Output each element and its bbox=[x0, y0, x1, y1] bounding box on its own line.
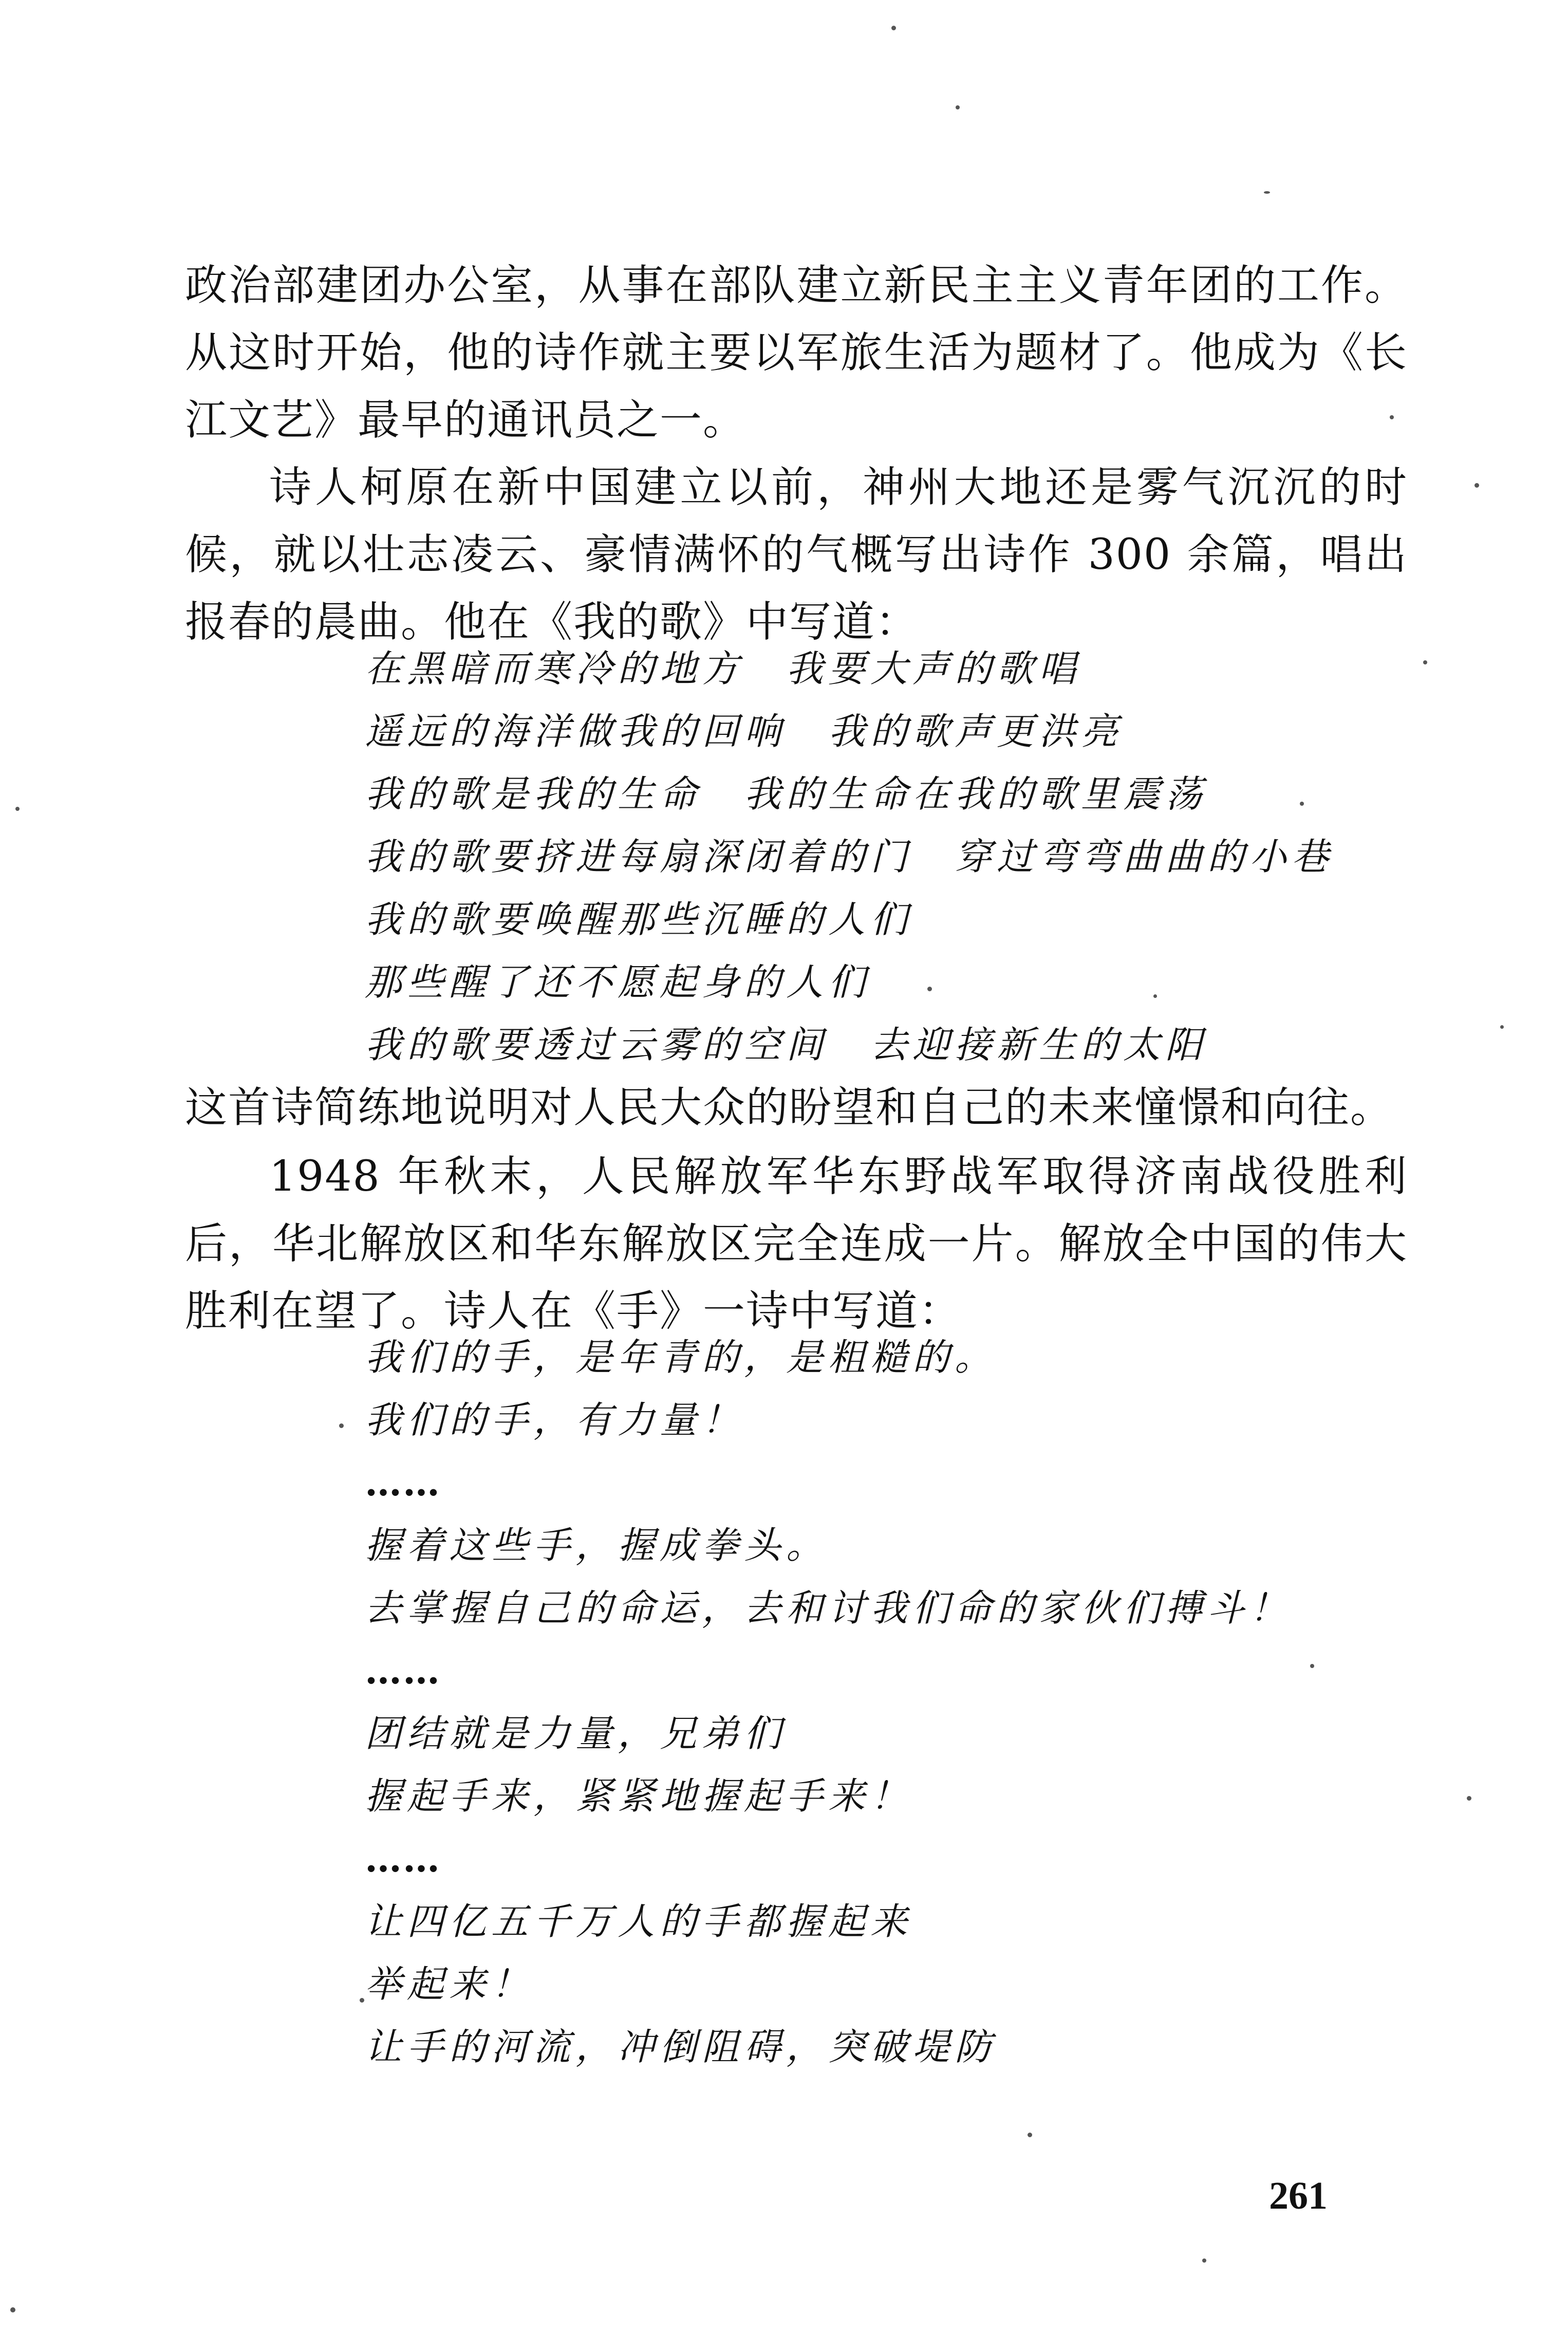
scan-speck bbox=[1028, 2133, 1032, 2137]
paragraph-poet-ke-yuan bbox=[185, 454, 1408, 656]
poem-line: 举起来！ bbox=[365, 1962, 534, 2006]
scan-speck bbox=[891, 26, 896, 30]
poem-line: 遥远的海洋做我的回响 我的歌声更洪亮 bbox=[365, 710, 1124, 753]
paragraph-text: 诗人柯原在新中国建立以前，神州大地还是雾气沉沉的时候，就以壮志凌云、豪情满怀的气概写出诗作 300 余篇，唱出报春的晨曲。他在《我的歌》中写道： bbox=[185, 463, 1408, 646]
scan-speck bbox=[339, 1423, 344, 1428]
paragraph-text: 这首诗简练地说明对人民大众的盼望和自己的未来憧憬和向往。 bbox=[185, 1083, 1394, 1132]
poem-my-song bbox=[365, 637, 1444, 1076]
scan-speck bbox=[1467, 1796, 1471, 1801]
poem-line: 那些醒了还不愿起身的人们 bbox=[365, 960, 871, 1004]
paragraph-text: 1948 年秋末，人民解放军华东野战军取得济南战役胜利后，华北解放区和华东解放区完全连成一片。解放全中国的伟大胜利在望了。诗人在《手》一诗中写道： bbox=[185, 1152, 1408, 1336]
poem-line: 去掌握自己的命运，去和讨我们命的家伙们搏斗！ bbox=[365, 1586, 1292, 1630]
poem-line: 团结就是力量，兄弟们 bbox=[365, 1712, 787, 1755]
scan-speck bbox=[360, 1998, 364, 2003]
poem-line: 我的歌要唤醒那些沉睡的人们 bbox=[365, 898, 913, 941]
scan-speck bbox=[1153, 994, 1157, 998]
paragraph-poem-summary bbox=[185, 1074, 1408, 1141]
poem-ellipsis: …… bbox=[365, 1460, 441, 1504]
paragraph-continued bbox=[185, 252, 1408, 454]
scan-speck bbox=[1390, 415, 1394, 419]
poem-line: 我的歌要挤进每扇深闭着的门 穿过弯弯曲曲的小巷 bbox=[365, 835, 1334, 878]
poem-line: 在黑暗而寒冷的地方 我要大声的歌唱 bbox=[365, 647, 1081, 690]
scan-speck bbox=[10, 2307, 15, 2312]
scan-speck bbox=[1300, 802, 1304, 806]
paragraph-text: 政治部建团办公室，从事在部队建立新民主主义青年团的工作。从这时开始，他的诗作就主要以军旅生活为题材了。他成为《长江文艺》最早的通讯员之一。 bbox=[185, 261, 1408, 445]
poem-line: 我的歌是我的生命 我的生命在我的歌里震荡 bbox=[365, 772, 1208, 816]
scan-speck bbox=[1264, 191, 1270, 194]
poem-line: 让四亿五千万人的手都握起来 bbox=[365, 1900, 913, 1943]
scan-speck bbox=[1202, 2258, 1206, 2263]
poem-hands bbox=[365, 1326, 1444, 2078]
scan-speck bbox=[15, 807, 20, 811]
scan-speck bbox=[1423, 660, 1427, 664]
poem-line: 我们的手，有力量！ bbox=[365, 1398, 744, 1441]
poem-ellipsis: …… bbox=[365, 1837, 441, 1880]
poem-line: 让手的河流，冲倒阻碍，突破堤防 bbox=[365, 2025, 997, 2068]
scan-speck bbox=[1474, 483, 1479, 488]
scan-speck bbox=[1310, 1664, 1314, 1668]
poem-line: 握起手来，紧紧地握起手来！ bbox=[365, 1774, 913, 1818]
poem-line: 我的歌要透过云雾的空间 去迎接新生的太阳 bbox=[365, 1023, 1208, 1066]
scan-speck bbox=[927, 987, 932, 991]
poem-line: 我们的手，是年青的，是粗糙的。 bbox=[365, 1336, 997, 1379]
poem-line: 握着这些手，握成拳头。 bbox=[365, 1524, 829, 1567]
poem-ellipsis: …… bbox=[365, 1649, 441, 1692]
page-number: 261 bbox=[1269, 2174, 1328, 2217]
paragraph-1948-autumn bbox=[185, 1143, 1408, 1345]
scan-speck bbox=[1500, 1025, 1504, 1029]
scan-speck bbox=[956, 105, 960, 109]
